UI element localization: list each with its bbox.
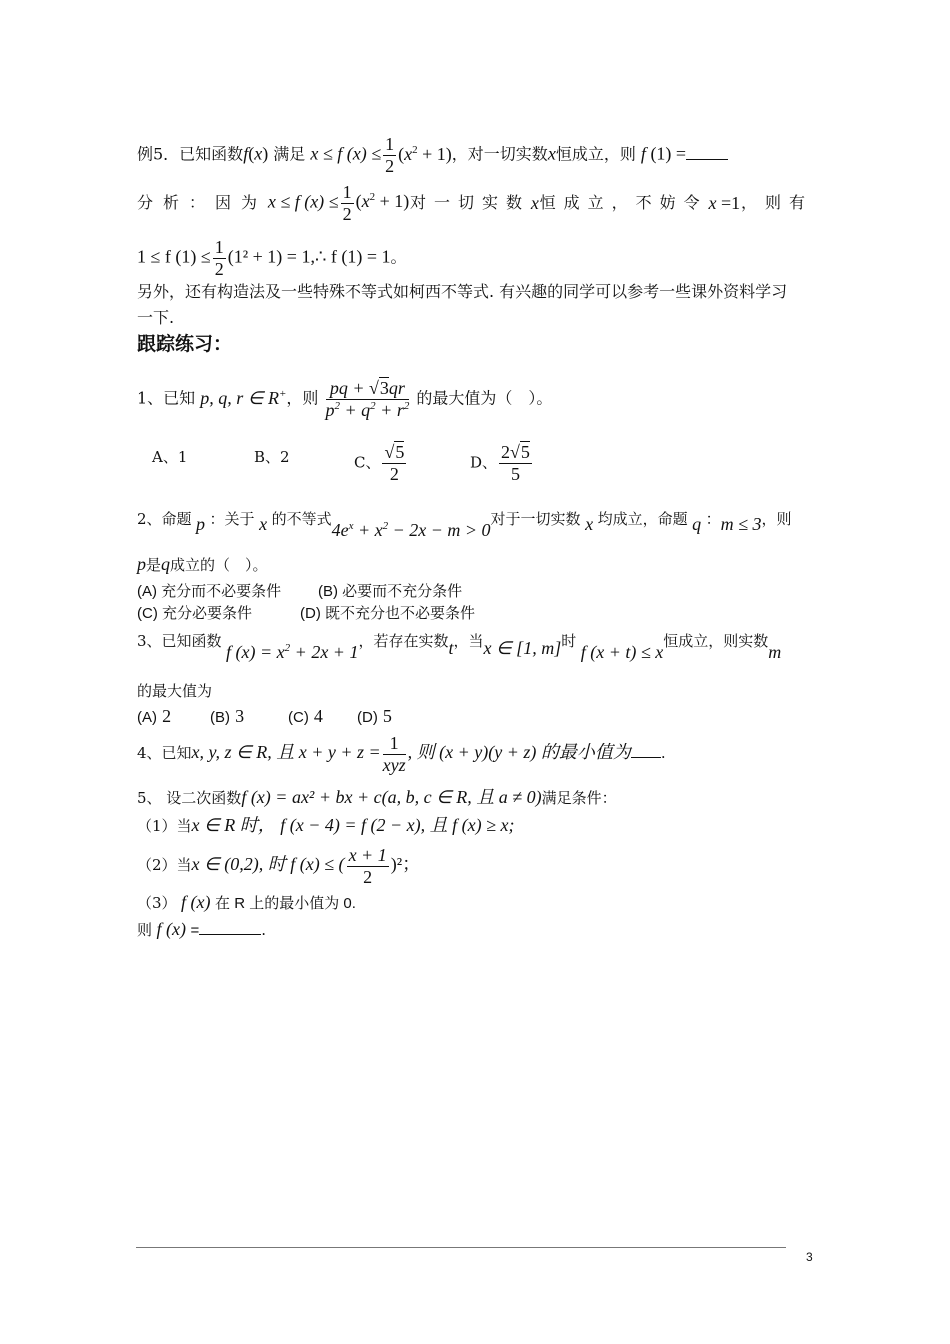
q1-option-d[interactable]: D、 $\frac{2√5}{5}$ — [470, 442, 530, 484]
q2-q: q — [687, 514, 706, 534]
q5-cond3 — [137, 893, 356, 911]
q4-blank[interactable] — [631, 757, 661, 758]
q4-end: . — [660, 744, 666, 763]
q2-option-a[interactable]: (A) 充分而不必要条件 — [137, 583, 282, 600]
q3-option-d[interactable] — [357, 707, 392, 725]
example5-t1: 满足 — [273, 144, 306, 164]
q2-p: p — [191, 514, 210, 534]
q1-option-c[interactable]: C、 $\frac{√5}{2}$ — [354, 442, 405, 484]
example5-ineq: x ≤ f (x) ≤ — [310, 143, 382, 164]
analysis-end: 。 — [390, 247, 407, 267]
q3-option-a[interactable] — [137, 707, 171, 725]
q5-c2-end: )²； — [390, 854, 421, 875]
q2-t7: 成立的（ ）。 — [170, 556, 268, 574]
q3-option-c-value: 4 — [313, 706, 323, 726]
analysis-label: 分析：因为 — [137, 193, 268, 213]
q1-option-a[interactable]: A、1 — [152, 448, 188, 466]
analysis-result-line — [137, 237, 407, 279]
q3-option-a-value: 2 — [162, 706, 172, 726]
page-number: 3 — [806, 1250, 813, 1264]
q5-c1-label: （1）当 — [137, 817, 192, 835]
q5-prefix: 5、 设二次函数 — [137, 789, 242, 807]
q4-line — [137, 733, 666, 775]
q1-cond-text: p, q, r ∈ R — [200, 387, 279, 408]
analysis-t1: 对一切实数 — [410, 193, 531, 213]
analysis-x: x — [530, 193, 539, 214]
q5-c3-fx: f (x) — [176, 892, 216, 912]
q5-t2: 满足条件： — [541, 789, 617, 807]
q2-t5: ，则 — [761, 510, 792, 528]
q2-p2: p — [137, 554, 146, 574]
q5-line — [137, 788, 617, 806]
q1-cond: p, q, r ∈ R+ — [200, 387, 287, 408]
q3-option-d-label: (D) — [357, 709, 378, 726]
example5-t2: ，对一切实数 — [451, 144, 548, 164]
example5-f1: f (1) = — [640, 143, 687, 164]
example5-paren: ) — [262, 143, 269, 164]
example5-x: x — [254, 143, 263, 164]
q5-cond2 — [137, 845, 420, 887]
q2-option-c[interactable]: (C) 充分必要条件 — [137, 605, 252, 622]
q3-option-d-value: 5 — [382, 706, 392, 726]
q2-t2: 的不等式 — [271, 510, 332, 528]
q3-option-b-value: 3 — [235, 706, 245, 726]
q3-t5: 的最大值为 — [137, 682, 213, 700]
q1-prefix: 1、已知 — [137, 388, 196, 408]
q3-option-b[interactable] — [210, 707, 244, 725]
q2-ineq: $4e^x + x^2 - 2x - m > 0$ — [331, 520, 491, 540]
footer-rule — [136, 1247, 786, 1248]
q2-prefix: 2、命题 — [137, 510, 192, 528]
analysis-t3: ，则有 — [740, 193, 813, 213]
q1-option-b[interactable]: B、2 — [254, 448, 290, 466]
analysis-result2: (1² + 1) = 1,∴ f (1) = 1 — [227, 246, 391, 267]
analysis-t2: 恒成立，不妨令 — [539, 193, 708, 213]
q3-range: x ∈ [1, m] — [483, 638, 562, 658]
q3-prefix: 3、已知函数 — [137, 632, 222, 650]
q4-fraction: $\frac{1}{\text{xyz}}$ — [382, 733, 406, 775]
q5-t1: f (x) = ax² + bx + c(a, b, c ∈ R, 且 a ≠ 0) — [241, 787, 542, 807]
q3-option-c[interactable] — [288, 707, 323, 725]
q4-t1: x, y, z ∈ R, 且 x + y + z = — [191, 742, 381, 763]
q3-option-c-label: (C) — [288, 709, 309, 726]
q5-final: 则 f (x) = . — [137, 919, 267, 939]
q5-c1: x ∈ R 时， f (x − 4) = f (2 − x), 且 f (x) ≥ x; — [191, 815, 515, 835]
q5-c2-fraction: $\frac{x + 1}{2}$ — [348, 845, 387, 887]
q2-option-b[interactable]: (B) 必要而不充分条件 — [318, 583, 463, 600]
q3-ineq: f (x + t) ≤ x — [576, 642, 664, 662]
q2-line-2 — [137, 555, 268, 573]
example5-fx-arg: ( — [248, 143, 255, 164]
q1-fraction: $\frac{pq + √3qr}{p^2 + q^2 + r^2}$ — [325, 378, 410, 420]
section-heading: 跟踪练习： — [137, 333, 233, 355]
q5-c3-label: （3） — [137, 894, 177, 912]
analysis-result: 1 ≤ f (1) ≤ — [137, 246, 211, 267]
q4-t2: , 则 (x + y)(y + z) 的最小值为 — [407, 742, 631, 763]
q5-c2-label: （2）当 — [137, 856, 192, 875]
analysis-x1: x =1 — [708, 193, 741, 214]
analysis-ineq: x ≤ f (x) ≤ $\frac{1}{2}$ $(x^2 + 1)$ — [267, 182, 410, 224]
q2-t1: ：关于 — [209, 510, 255, 528]
q5-final-end: . — [261, 921, 267, 939]
q3-t2: ，当 — [453, 632, 484, 650]
q2-t6: 是 — [146, 556, 162, 574]
analysis-half: $\frac{1}{2}$ — [214, 237, 224, 279]
q1-option-c-label: C、 — [354, 453, 381, 472]
q2-option-d[interactable]: (D) 既不充分也不必要条件 — [300, 605, 475, 622]
example5-t3: 恒成立，则 — [555, 144, 636, 164]
q3-option-a-label: (A) — [137, 709, 157, 726]
q3-t3: 时 — [561, 632, 577, 650]
note-line-1: 另外，还有构造法及一些特殊不等式如柯西不等式. 有兴趣的同学可以参考一些课外资料学习 — [137, 282, 788, 301]
q5-final-label: 则 — [137, 921, 153, 939]
example5-line — [137, 134, 728, 176]
example5-fx: f — [243, 143, 249, 164]
q4-prefix: 4、已知 — [137, 744, 192, 763]
q2-x2: x — [580, 514, 598, 534]
q5-c3: 在 R 上的最小值为 0. — [215, 895, 356, 912]
q3-t1: ，若存在实数 — [358, 632, 449, 650]
q5-c2: x ∈ (0,2), 时 f (x) ≤ ( — [191, 854, 345, 875]
q2-t4: 均成立，命题 — [597, 510, 688, 528]
q2-q2: q — [161, 554, 171, 574]
q1-option-d-label: D、 — [470, 453, 498, 472]
example5-half: $\frac{1}{2}$ — [385, 134, 395, 176]
q1-t1: ，则 — [286, 388, 319, 408]
q3-t: t — [448, 638, 454, 658]
q3-fx: f $(x) = x^2 + 2x + 1$ — [221, 642, 359, 662]
example5-label: 例5．已知函数 — [137, 144, 244, 164]
q2-x: x — [254, 514, 272, 534]
note-line-2: 一下. — [137, 308, 175, 327]
q3-t4: 恒成立，则实数 — [663, 632, 769, 650]
example5-expr: $(x^2 + 1)$ — [398, 143, 452, 164]
q2-t3: 对于一切实数 — [490, 510, 581, 528]
q5-blank[interactable] — [199, 934, 261, 935]
q3-option-b-label: (B) — [210, 709, 230, 726]
q5-final-fx: f (x) — [152, 919, 191, 939]
q3-m: m — [768, 642, 782, 662]
q5-cond1 — [137, 816, 514, 834]
q3-line — [137, 634, 781, 661]
example5-blank[interactable] — [686, 159, 728, 160]
q3-options — [137, 707, 437, 727]
analysis-line — [137, 182, 813, 224]
q2-cond: m ≤ 3 — [720, 514, 762, 534]
q2-line: 2、命题 p ：关于 x 的不等式$4e^x + x^2 - 2x - m > 0$对于一切实数 x 均成立，命题 q ：m ≤ 3，则 — [137, 510, 792, 540]
q1-t2: 的最大值为（ ）。 — [416, 388, 553, 408]
example5-var: x — [547, 143, 556, 164]
q1-line — [137, 378, 552, 420]
